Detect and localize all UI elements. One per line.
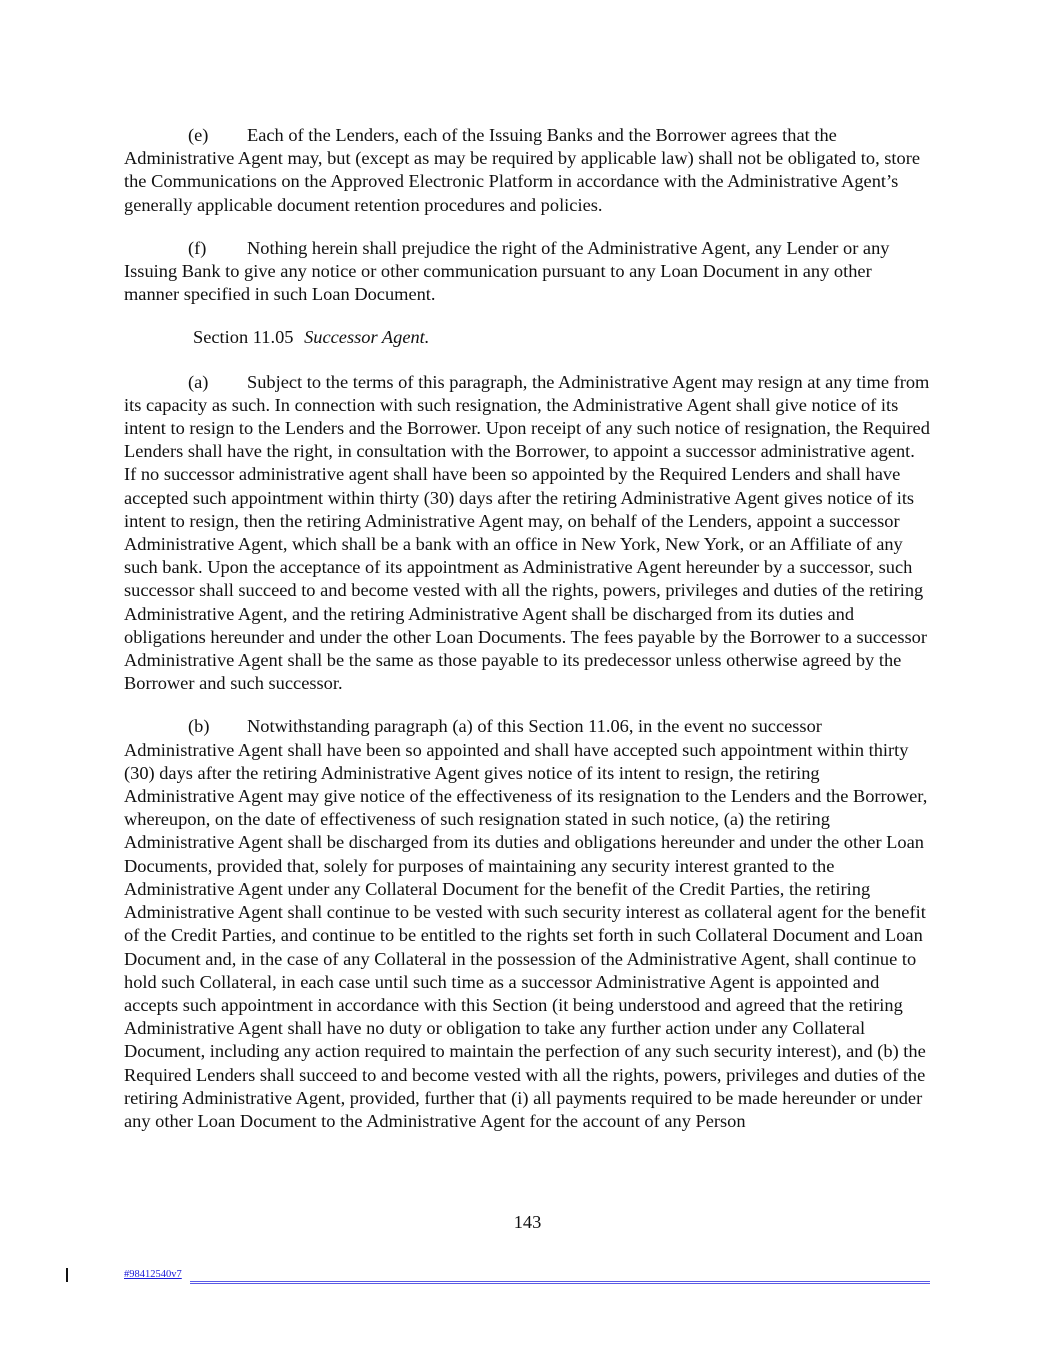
paragraph-e [124,124,930,217]
paragraph-text: Nothing herein shall prejudice the right of the Administrative Agent, any Lender or any Issuing Bank to give any notice or other communication pursuant to any Loan Document in any other manner specified in such Loan Document. [124,237,890,305]
paragraph-b [124,715,930,1133]
paragraph-f [124,237,930,307]
paragraph-text: Each of the Lenders, each of the Issuing Banks and the Borrower agrees that the Administrative Agent may, but (except as may be required by applicable law) shall not be obligated to, store the Communications on the Approved Electronic Platform in accordance with the Administrative Agent’s generally applicable document retention procedures and policies. [124,125,921,215]
paragraph-label: (f) [188,237,207,258]
paragraph-text: Subject to the terms of this paragraph, the Administrative Agent may resign at any time from its capacity as such. In connection with such resignation, the Administrative Agent shall give notice of its intent to resign to the Lenders and the Borrower. Upon receipt of any such notice of resignation, the Required Lenders shall have the right, in consultation with the Borrower, to appoint a successor administrative agent. If no successor administrative agent shall have been so appointed by the Required Lenders and shall have accepted such appointment within thirty (30) days after the retiring Administrative Agent gives notice of its intent to resign, then the retiring Administrative Agent may, on behalf of the Lenders, appoint a successor Administrative Agent, which shall be a bank with an office in New York, New York, or an Affiliate of any such bank. Upon the acceptance of its appointment as Administrative Agent hereunder by a successor, such successor shall succeed to and become vested with all the rights, powers, privileges and duties of the retiring Administrative Agent, and the retiring Administrative Agent shall be discharged from its duties and obligations hereunder and under the other Loan Documents. The fees payable by the Borrower to a successor Administrative Agent shall be the same as those payable to its predecessor unless otherwise agreed by the Borrower and such successor. [124,371,930,694]
page-number: 143 [513,1212,542,1232]
paragraph-a [124,371,930,696]
revision-change-bar [66,1268,68,1282]
paragraph-label: (b) [188,716,210,737]
section-heading [193,326,930,349]
footer-document-id: #98412540v7 [124,1269,182,1280]
footer-rule [190,1281,930,1284]
section-number: Section 11.05 [193,327,294,348]
paragraph-label: (a) [188,371,209,392]
paragraph-label: (e) [188,125,209,145]
section-title: Successor Agent. [304,327,430,348]
paragraph-text: Notwithstanding paragraph (a) of this Section 11.06, in the event no successor Administrative Agent shall have been so appointed and shall have accepted such appointment within thirty (30) days after the retiring Administrative Agent gives notice of its intent to resign, the retiring Administrative Agent may give notice of the effectiveness of its resignation to the Lenders and the Borrower, whereupon, on the date of effectiveness of such resignation stated in such notice, (a) the retiring Administrative Agent shall be discharged from its duties and obligations hereunder and under the other Loan Documents, provided that, solely for purposes of maintaining any security interest granted to the Administrative Agent under any Collateral Document for the benefit of the Credit Parties, the retiring Administrative Agent shall continue to be vested with such security interest as collateral agent for the benefit of the Credit Parties, and continue to be entitled to the rights set forth in such Collateral Document and Loan Document and, in the case of any Collateral in the possession of the Administrative Agent, shall continue to hold such Collateral, in each case until such time as a successor Administrative Agent is appointed and accepts such appointment in accordance with this Section (it being understood and agreed that the retiring Administrative Agent shall have no duty or obligation to take any further action under any Collateral Document, including any action required to maintain the perfection of any such security interest), and (b) the Required Lenders shall succeed to and become vested with all the rights, powers, privileges and duties of the retiring Administrative Agent, provided, further that (i) all payments required to be made hereunder or under any other Loan Document to the Administrative Agent for the account of any Person [124,716,928,1131]
document-page [124,124,930,1153]
